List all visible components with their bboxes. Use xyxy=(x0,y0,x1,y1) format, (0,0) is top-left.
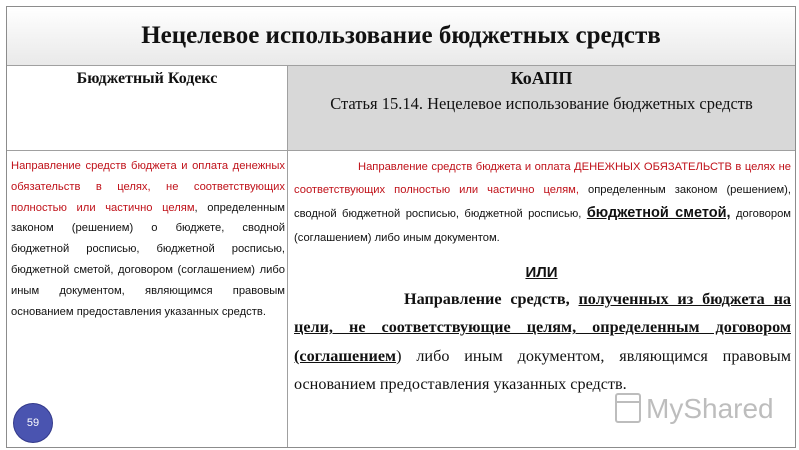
p2-lead: Направление средств, xyxy=(404,289,579,308)
watermark-text: MyShared xyxy=(646,393,774,424)
right-paragraph-2 xyxy=(288,285,795,399)
p2-underlined: полученных из бюджета на цели, не соответствующие целям, определенным договором xyxy=(294,289,792,337)
right-header-title: КоАПП xyxy=(510,68,573,88)
or-separator: ИЛИ xyxy=(525,263,558,281)
left-column-body xyxy=(7,151,288,447)
p2-tail: ) либо иным документом, являющимся правовым основанием предоставления указанных средств. xyxy=(294,346,791,394)
right-header-subtitle: Статья 15.14. Нецелевое использование бюджетных средств xyxy=(330,94,753,113)
title-bar xyxy=(7,7,795,66)
left-column-header: Бюджетный Кодекс xyxy=(7,66,288,150)
right-paragraph-1 xyxy=(288,151,795,250)
slide-number-badge: 59 xyxy=(14,404,52,442)
budget-estimate-emphasis: бюджетной сметой, xyxy=(586,205,731,222)
left-paragraph xyxy=(7,151,287,322)
right-end-text: договором (соглашением) либо иным документом. xyxy=(294,208,791,244)
left-red-text: Направление средств бюджета и оплата денежных обязательств в целях, не соответствующих полностью или частично целям xyxy=(11,160,285,214)
slide xyxy=(6,6,796,448)
right-column-body xyxy=(288,151,795,447)
slide-title: Нецелевое использование бюджетных средств xyxy=(141,22,661,49)
right-mid-text: определенным законом (решением), сводной бюджетной росписью, бюджетной росписью, xyxy=(294,184,792,221)
p2-underlined-2: (соглашением xyxy=(294,346,397,365)
left-rest-text: , определенным законом (решением) о бюджете, сводной бюджетной росписью, бюджетной росписью, бюджетной сметой, договором (соглашением) либо иным документом, являющимся правовым основанием предоставления указанных средств. xyxy=(11,201,286,318)
right-red-text: Направление средств бюджета и оплата ДЕНЕЖНЫХ ОБЯЗАТЕЛЬСТВ в целях не соответствующих полностью или частично целям, xyxy=(294,161,791,197)
right-column-header xyxy=(288,66,795,150)
